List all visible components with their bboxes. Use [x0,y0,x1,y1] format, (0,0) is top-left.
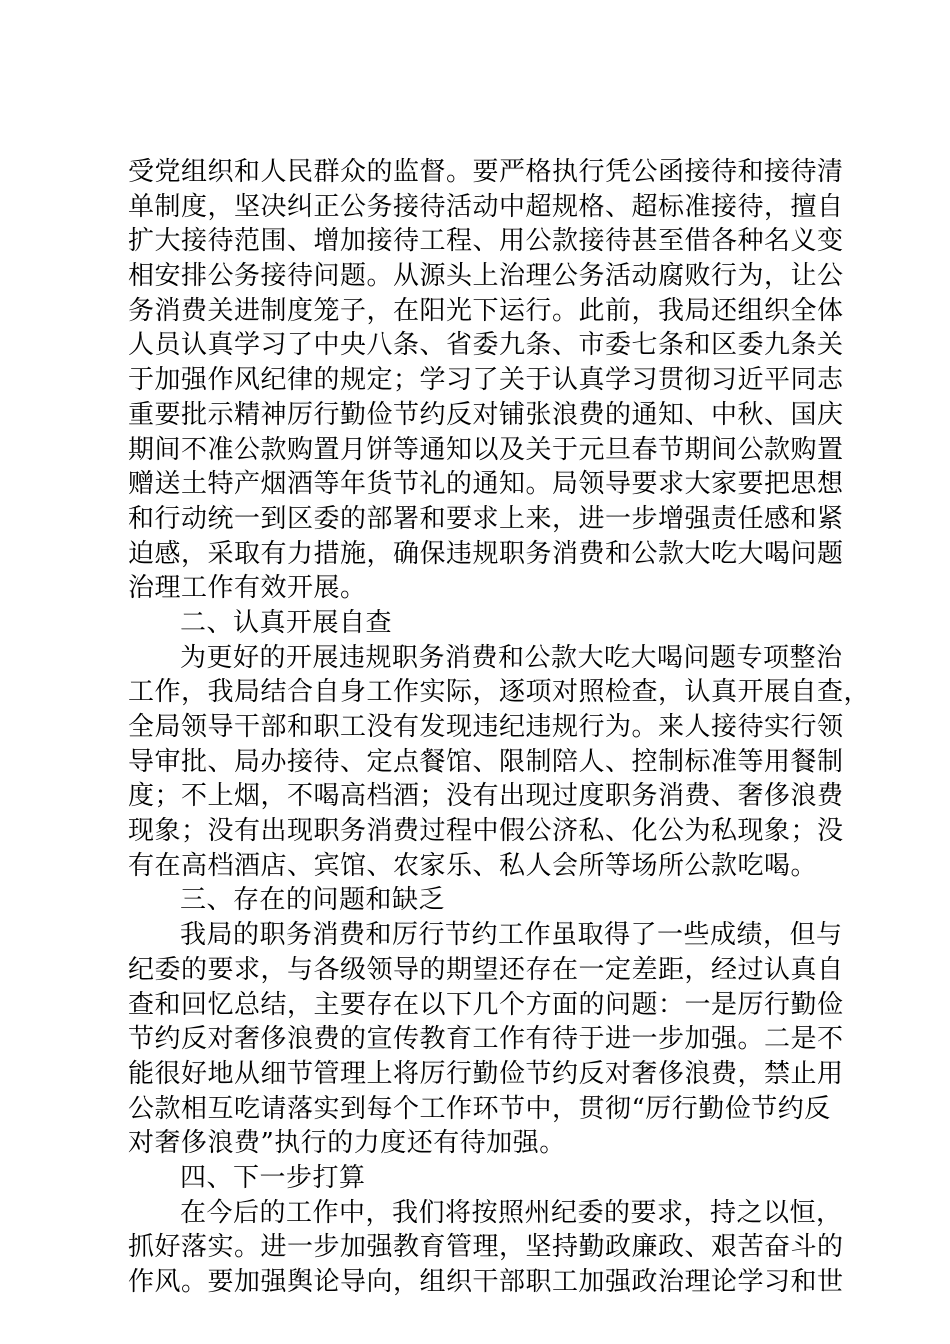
text-line: 治理工作有效开展。 [128,573,367,604]
text-line: 节约反对奢侈浪费的宣传教育工作有待于进一步加强。二是不 [128,1024,844,1055]
text-line: 抓好落实。进一步加强教育管理，坚持勤政廉政、艰苦奋斗的 [128,1232,844,1263]
text-line: 工作，我局结合自身工作实际，逐项对照检查，认真开展自查， [128,677,871,708]
section-heading: 二、认真开展自查 [180,607,393,638]
text-line: 导审批、局办接待、定点餐馆、限制陪人、控制标准等用餐制 [128,746,844,777]
text-line: 相安排公务接待问题。从源头上治理公务活动腐败行为，让公 [128,261,844,292]
text-line: 务消费关进制度笼子，在阳光下运行。此前，我局还组织全体 [128,295,844,326]
text-line: 于加强作风纪律的规定；学习了关于认真学习贯彻习近平同志 [128,365,844,396]
paragraph-first-line: 为更好的开展违规职务消费和公款大吃大喝问题专项整治 [180,642,843,673]
text-line: 度；不上烟，不喝高档酒；没有出现过度职务消费、奢侈浪费 [128,781,844,812]
text-line: 人员认真学习了中央八条、省委九条、市委七条和区委九条关 [128,330,844,361]
text-line: 作风。要加强舆论导向，组织干部职工加强政治理论学习和世 [128,1267,844,1297]
paragraph-first-line: 在今后的工作中，我们将按照州纪委的要求，持之以恒， [180,1197,843,1228]
document-body [128,155,871,1300]
text-line: 查和回忆总结，主要存在以下几个方面的问题：一是厉行勤俭 [128,989,844,1020]
section-heading: 四、下一步打算 [180,1162,366,1193]
text-line: 公款相互吃请落实到每个工作环节中，贯彻“厉行勤俭节约反 [128,1093,831,1124]
text-line: 有在高档酒店、宾馆、农家乐、私人会所等场所公款吃喝。 [128,850,818,881]
text-line: 赠送土特产烟酒等年货节礼的通知。局领导要求大家要把思想 [128,469,844,500]
text-line: 和行动统一到区委的部署和要求上来，进一步增强责任感和紧 [128,503,844,534]
text-line: 现象；没有出现职务消费过程中假公济私、化公为私现象；没 [128,816,844,847]
text-line: 能很好地从细节管理上将厉行勤俭节约反对奢侈浪费，禁止用 [128,1058,844,1089]
section-heading: 三、存在的问题和缺乏 [180,885,446,916]
text-line: 纪委的要求，与各级领导的期望还存在一定差距，经过认真自 [128,954,844,985]
text-line: 扩大接待范围、增加接待工程、用公款接待甚至借各种名义变 [128,226,844,257]
paragraph-first-line: 我局的职务消费和厉行节约工作虽取得了一些成绩，但与 [180,920,843,951]
text-line: 期间不准公款购置月饼等通知以及关于元旦春节期间公款购置 [128,434,844,465]
text-line: 重要批示精神厉行勤俭节约反对铺张浪费的通知、中秋、国庆 [128,399,844,430]
text-line: 单制度，坚决纠正公务接待活动中超规格、超标准接待，擅自 [128,191,844,222]
text-line: 受党组织和人民群众的监督。要严格执行凭公函接待和接待清 [128,157,844,187]
text-line: 对奢侈浪费”执行的力度还有待加强。 [128,1128,566,1159]
text-line: 迫感，采取有力措施，确保违规职务消费和公款大吃大喝问题 [128,538,844,569]
text-line: 全局领导干部和职工没有发现违纪违规行为。来人接待实行领 [128,712,844,742]
